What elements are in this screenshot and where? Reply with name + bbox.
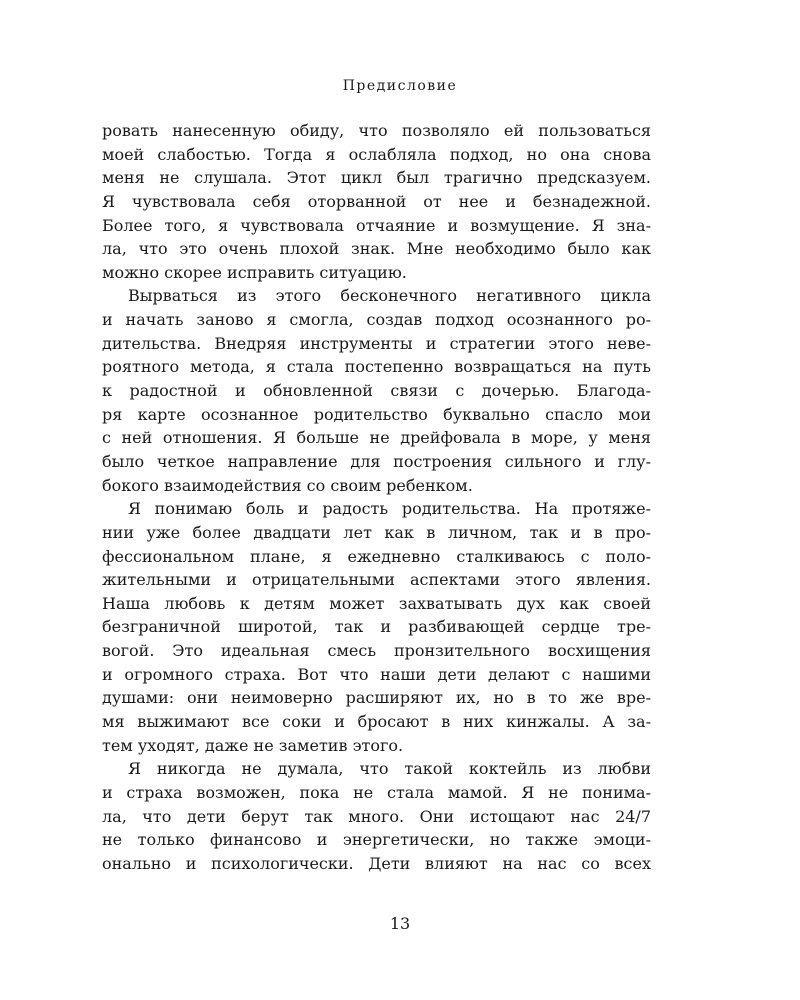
text-line: можно скорее исправить ситуацию. (102, 262, 407, 282)
text-line: онально и психологически. Дети влияют на нас со всех (102, 853, 651, 873)
page-number: 13 (389, 914, 411, 933)
text-line: душами: они неимоверно расширяют их, но в то же вре- (102, 688, 651, 708)
text-line: ря карте осознанное родительство буквально спасло мои (102, 404, 651, 424)
text-line: к радостной и обновленной связи с дочерью. Благода- (102, 381, 651, 401)
text-line: не только финансово и энергетически, но также эмоци- (102, 830, 651, 850)
text-line: нии уже более двадцати лет как в личном, так и в про- (102, 522, 651, 542)
text-line: моей слабостью. Тогда я ослабляла подход, но она снова (102, 144, 651, 164)
text-line: ровать нанесенную обиду, что позволяло ей пользоваться (102, 121, 651, 140)
text-line: Я чувствовала себя оторванной от нее и безнадежной. (102, 191, 651, 211)
text-line: жительными и отрицательными аспектами этого явления. (102, 570, 651, 590)
text-line: ла, что это очень плохой знак. Мне необходимо было как (102, 239, 651, 259)
text-line: бокого взаимодействия со своим ребенком. (102, 475, 473, 495)
text-line: фессиональном плане, я ежедневно сталкиваюсь с поло- (102, 546, 651, 566)
page-body (102, 119, 651, 876)
text-line: и страха возможен, пока не стала мамой. Я не понима- (102, 782, 651, 802)
text-line: дительства. Внедряя инструменты и стратегии этого неве- (102, 333, 651, 353)
text-line: вогой. Это идеальная смесь пронзительного восхищения (102, 641, 651, 661)
text-line: тем уходят, даже не заметив этого. (102, 735, 404, 755)
text-line: ла, что дети берут так много. Они истощают нас 24/7 (102, 806, 651, 826)
text-line: было четкое направление для построения сильного и глу- (102, 451, 651, 471)
paragraph-first-line: Я понимаю боль и радость родительства. На протяже- (128, 499, 651, 519)
paragraph-first-line: Вырваться из этого бесконечного негативного цикла (128, 286, 651, 306)
paragraph-first-line: Я никогда не думала, что такой коктейль из любви (128, 759, 651, 779)
text-line: меня не слушала. Этот цикл был трагично предсказуем. (102, 168, 651, 188)
text-line: и начать заново я смогла, создав подход осознанного ро- (102, 310, 651, 330)
running-title: Предисловие (342, 78, 458, 94)
text-line: безграничной широтой, так и разбивающей сердце тре- (102, 617, 651, 637)
text-line: роятного метода, я стала постепенно возвращаться на путь (102, 357, 651, 377)
text-line: мя выжимают все соки и бросают в них кинжалы. А за- (102, 712, 651, 732)
text-line: Наша любовь к детям может захватывать дух как своей (102, 593, 651, 613)
text-line: с ней отношения. Я больше не дрейфовала в море, у меня (102, 428, 651, 448)
text-line: и огромного страха. Вот что наши дети делают с нашими (102, 664, 651, 684)
text-line: Более того, я чувствовала отчаяние и возмущение. Я зна- (102, 215, 651, 235)
